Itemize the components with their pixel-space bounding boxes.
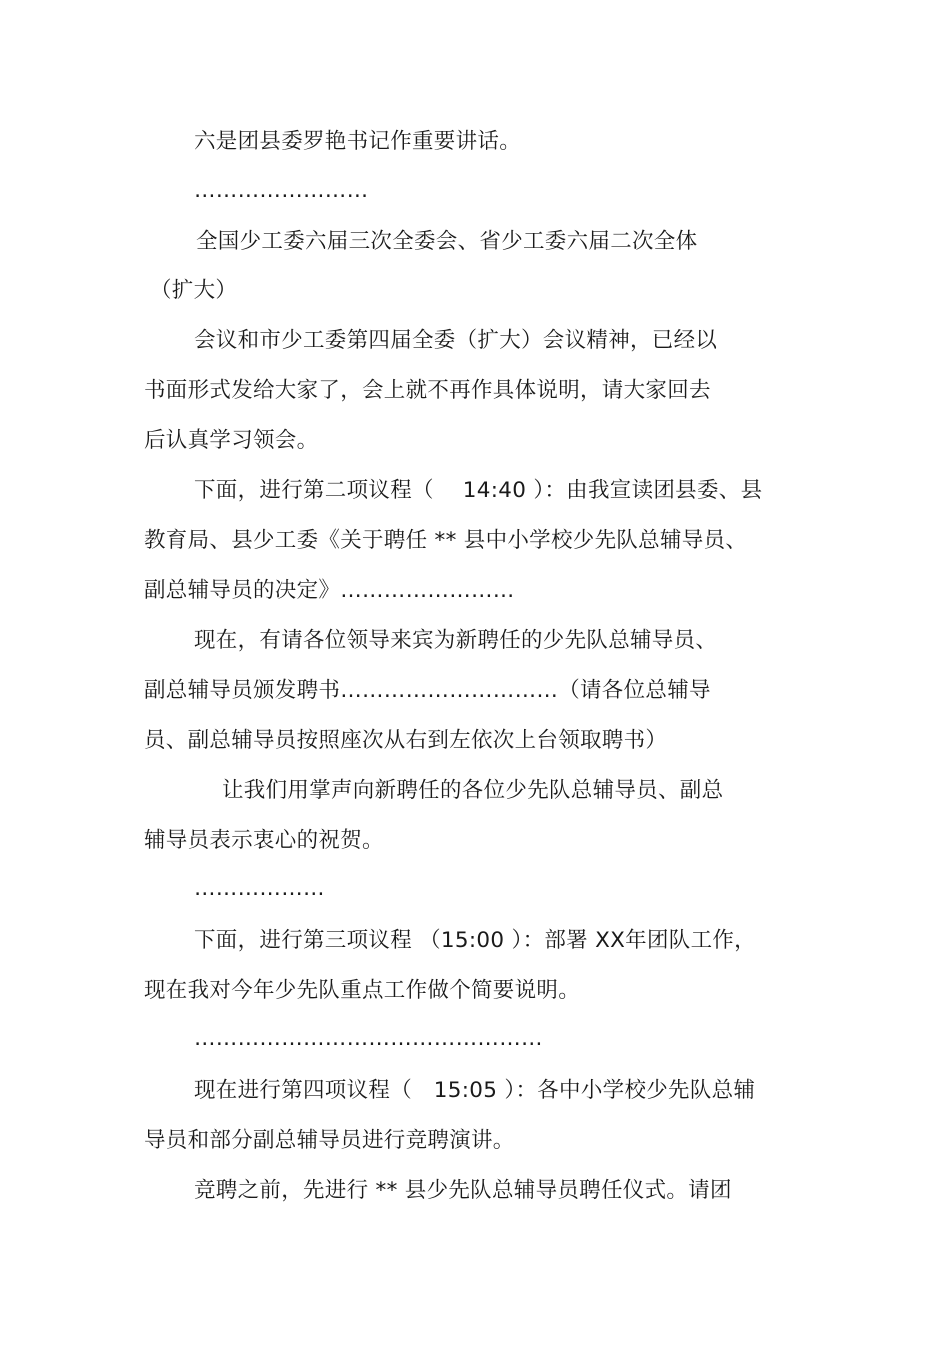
text-line: （扩大） (150, 278, 238, 303)
text-line: 副总辅导员的决定》…………………… (144, 578, 515, 603)
text-line: 现在，有请各位领导来宾为新聘任的少先队总辅导员、 (194, 628, 718, 653)
text-line: 下面，进行第三项议程 （15:00 ）：部署 XX年团队工作， (194, 928, 756, 953)
text-line: 后认真学习领会。 (144, 428, 319, 453)
text-line: 全国少工委六届三次全委会、省少工委六届二次全体 (196, 229, 698, 254)
text-line: 现在进行第四项议程（ 15:05 ）：各中小学校少先队总辅 (194, 1078, 756, 1103)
text-line: 让我们用掌声向新聘任的各位少先队总辅导员、副总 (222, 778, 724, 803)
text-line: 会议和市少工委第四届全委（扩大）会议精神，已经以 (194, 328, 718, 353)
text-line: 竞聘之前，先进行 ** 县少先队总辅导员聘任仪式。请团 (194, 1178, 732, 1203)
text-line: 书面形式发给大家了，会上就不再作具体说明，请大家回去 (144, 378, 711, 403)
ellipsis-line: ………………………………………… (194, 1026, 543, 1051)
text-line: 现在我对今年少先队重点工作做个简要说明。 (144, 978, 581, 1003)
ellipsis-line: ……………… (194, 876, 325, 901)
text-line: 副总辅导员颁发聘书…………………………（请各位总辅导 (144, 678, 711, 703)
text-line: 教育局、县少工委《关于聘任 ** 县中小学校少先队总辅导员、 (144, 528, 748, 553)
text-line: 辅导员表示衷心的祝贺。 (144, 828, 384, 853)
text-line: 六是团县委罗艳书记作重要讲话。 (194, 129, 522, 154)
ellipsis-line: …………………… (194, 178, 369, 203)
text-line: 导员和部分副总辅导员进行竞聘演讲。 (144, 1128, 515, 1153)
text-line: 下面，进行第二项议程（ 14:40 ）：由我宣读团县委、县 (194, 478, 763, 503)
text-line: 员、副总辅导员按照座次从右到左依次上台领取聘书） (144, 728, 668, 753)
